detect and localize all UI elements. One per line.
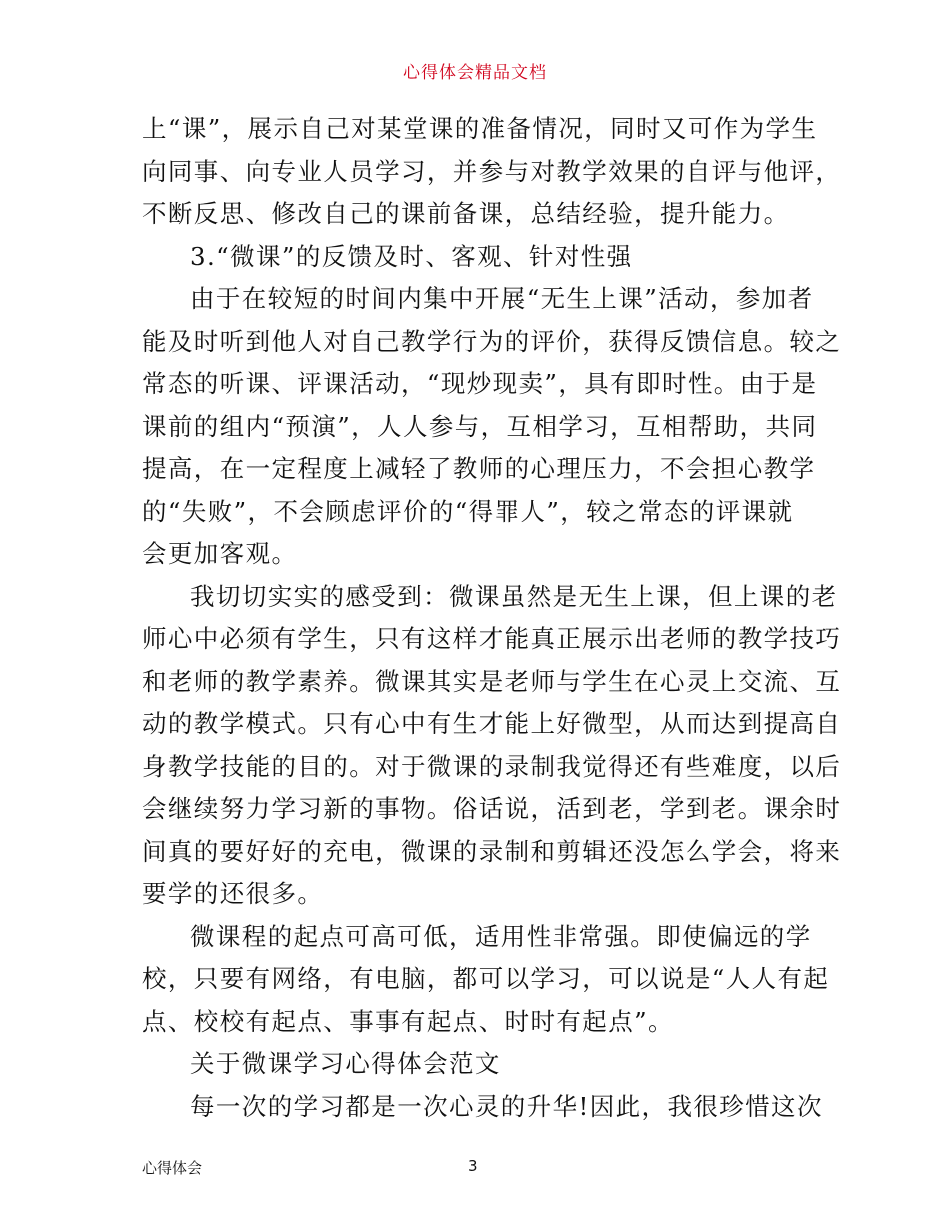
text-line: 动的教学模式。只有心中有生才能上好微型，从而达到提高自 (142, 709, 842, 738)
text-line: 提高，在一定程度上减轻了教师的心理压力，不会担心教学 (142, 454, 816, 483)
text-line: 的“失败”，不会顾虑评价的“得罪人”，较之常态的评课就 (142, 496, 794, 526)
text-line: 课前的组内“预演”，人人参与，互相学习，互相帮助，共同 (142, 411, 818, 441)
paragraph-start: 我切切实实的感受到：微课虽然是无生上课，但上课的老 (190, 581, 838, 611)
page-header: 心得体会精品文档 (403, 63, 547, 83)
paragraph-start: 微课程的起点可高可低，适用性非常强。即使偏远的学 (190, 921, 812, 951)
text-line: 向同事、向专业人员学习，并参与对教学效果的自评与他评， (142, 156, 842, 186)
text-line: 不断反思、修改自己的课前备课，总结经验，提升能力。 (142, 199, 790, 228)
text-line: 能及时听到他人对自己教学行为的评价，获得反馈信息。较之 (142, 326, 842, 356)
text-line: 和老师的教学素养。微课其实是老师与学生在心灵上交流、互 (142, 666, 842, 696)
footer-label: 心得体会 (142, 1159, 203, 1177)
text-line: 间真的要好好的充电，微课的录制和剪辑还没怎么学会，将来 (142, 836, 842, 866)
section-heading: 关于微课学习心得体会范文 (190, 1049, 501, 1078)
paragraph-start: 每一次的学习都是一次心灵的升华!因此，我很珍惜这次 (190, 1091, 823, 1121)
page-number: 3 (468, 1157, 478, 1175)
text-line: 要学的还很多。 (142, 879, 324, 908)
section-heading: 3.“微课”的反馈及时、客观、针对性强 (190, 241, 633, 271)
text-line: 身教学技能的目的。对于微课的录制我觉得还有些难度，以后 (142, 751, 842, 781)
document-body (142, 108, 842, 1128)
text-line: 点、校校有起点、事事有起点、时时有起点”。 (142, 1006, 674, 1036)
text-line: 上“课”，展示自己对某堂课的准备情况，同时又可作为学生 (142, 114, 818, 143)
text-line: 校，只要有网络，有电脑，都可以学习，可以说是“人人有起 (142, 964, 830, 993)
text-line: 师心中必须有学生，只有这样才能真正展示出老师的教学技巧 (142, 624, 842, 653)
text-line: 会继续努力学习新的事物。俗话说，活到老，学到老。课余时 (142, 794, 842, 823)
paragraph-start: 由于在较短的时间内集中开展“无生上课”活动，参加者 (190, 284, 814, 313)
text-line: 常态的听课、评课活动，“现炒现卖”，具有即时性。由于是 (142, 369, 818, 398)
text-line: 会更加客观。 (142, 539, 298, 568)
